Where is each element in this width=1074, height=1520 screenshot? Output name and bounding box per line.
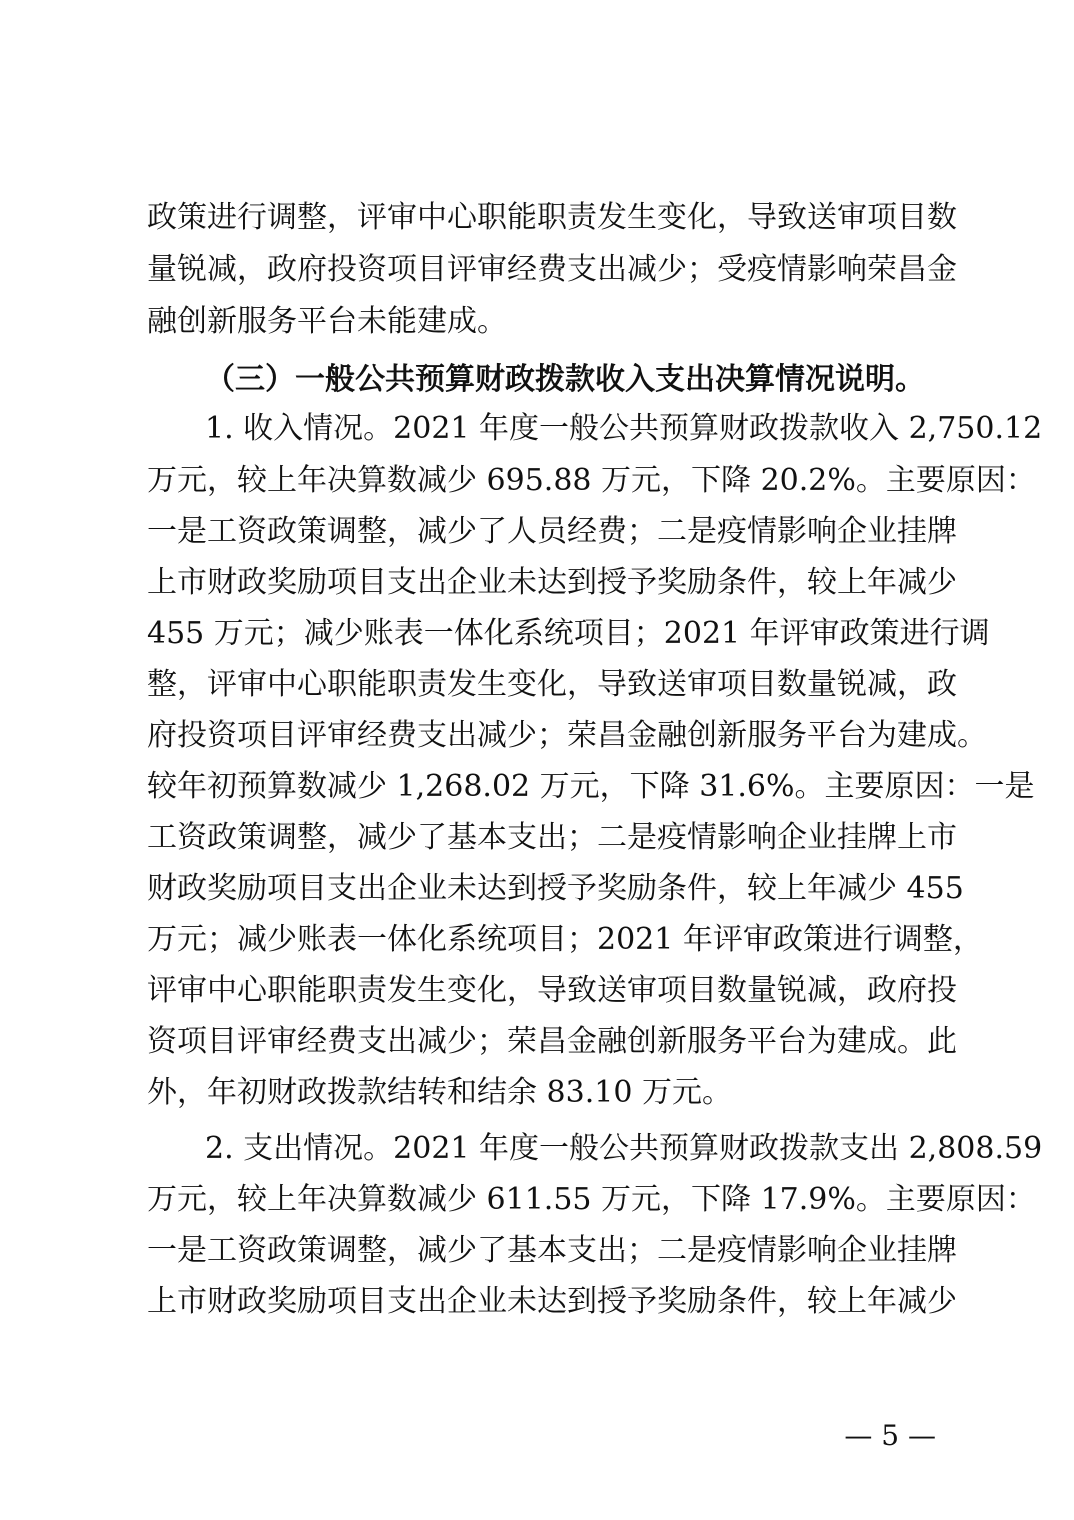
body-text-line: 455 万元；减少账表一体化系统项目；2021 年评审政策进行调 [147,616,990,651]
body-text-line: 资项目评审经费支出减少；荣昌金融创新服务平台为建成。此 [147,1024,957,1059]
body-text-line: 政策进行调整，评审中心职能职责发生变化，导致送审项目数 [147,200,957,235]
body-text-line: 一是工资政策调整，减少了基本支出；二是疫情影响企业挂牌 [147,1233,957,1268]
body-text-line: 2. 支出情况。2021 年度一般公共预算财政拨款支出 2,808.59 [205,1131,1043,1166]
body-text-line: 万元；减少账表一体化系统项目；2021 年评审政策进行调整， [147,922,983,957]
body-text-line: 一是工资政策调整，减少了人员经费；二是疫情影响企业挂牌 [147,514,957,549]
body-text-line: 整，评审中心职能职责发生变化，导致送审项目数量锐减，政 [147,667,957,702]
page-number: — 5 — [844,1419,936,1452]
body-text-line: 上市财政奖励项目支出企业未达到授予奖励条件，较上年减少 [147,565,957,600]
body-text-line: 工资政策调整，减少了基本支出；二是疫情影响企业挂牌上市 [147,820,957,855]
body-text-line: 上市财政奖励项目支出企业未达到授予奖励条件，较上年减少 [147,1284,957,1319]
body-text-line: 1. 收入情况。2021 年度一般公共预算财政拨款收入 2,750.12 [205,411,1043,446]
body-text-line: 融创新服务平台未能建成。 [147,304,507,339]
body-text-line: 外，年初财政拨款结转和结余 83.10 万元。 [147,1075,732,1110]
body-text-line: 较年初预算数减少 1,268.02 万元，下降 31.6%。主要原因：一是 [147,769,1035,804]
body-text-line: 量锐减，政府投资项目评审经费支出减少；受疫情影响荣昌金 [147,252,957,287]
body-text-line: 评审中心职能职责发生变化，导致送审项目数量锐减，政府投 [147,973,957,1008]
body-text-line: 府投资项目评审经费支出减少；荣昌金融创新服务平台为建成。 [147,718,987,753]
body-text-line: 财政奖励项目支出企业未达到授予奖励条件，较上年减少 455 [147,871,964,906]
body-text-line: 万元，较上年决算数减少 695.88 万元，下降 20.2%。主要原因： [147,463,1036,498]
body-text-line: 万元，较上年决算数减少 611.55 万元，下降 17.9%。主要原因： [147,1182,1036,1217]
section-heading: （三）一般公共预算财政拨款收入支出决算情况说明。 [205,362,925,397]
